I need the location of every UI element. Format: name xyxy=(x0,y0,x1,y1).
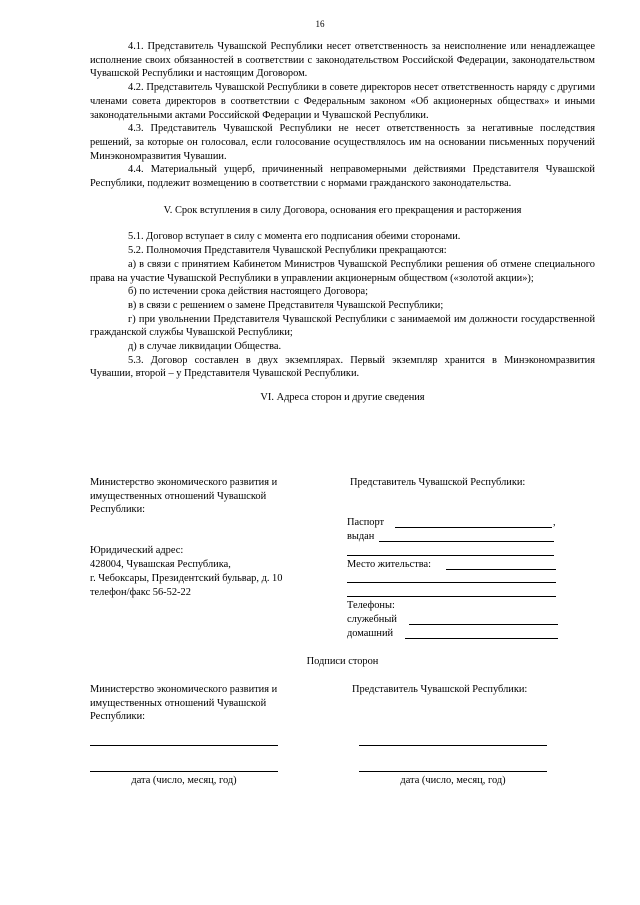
address-line-2: г. Чебоксары, Президентский бульвар, д. 10 xyxy=(90,573,283,584)
signature-ministry: Министерство экономического развития и имущественных отношений Чувашской Республики: xyxy=(90,684,278,723)
paragraph-4-2: 4.2. Представитель Чувашской Республики в совете директоров несет ответственность наряду с другими членами совета директоров в соответствии с Федеральным законом «Об акционерных обществах» и иными законодательными актами Российской Федерации и Чувашской Республики. xyxy=(90,82,595,121)
representative-date-caption: дата (число, месяц, год) xyxy=(400,775,506,786)
phones-label: Телефоны: xyxy=(347,600,395,611)
paragraph-4-1: 4.1. Представитель Чувашской Республики несет ответственность за неисполнение или ненадлежащее исполнение своих обязанностей в соответствии с законодательством Российской Федерации, законодательством Чувашской Республики и настоящим Договором. xyxy=(90,41,595,80)
issued-field-line-2[interactable] xyxy=(347,555,554,556)
home-phone-label: домашний xyxy=(347,628,394,639)
legal-address-label: Юридический адрес: xyxy=(90,545,184,556)
representative-signature-line[interactable] xyxy=(359,745,547,746)
paragraph-4-4: 4.4. Материальный ущерб, причиненный неправомерными действиями Представителя Чувашской Республики, подлежит возмещению в соответствии с нормами гражданского законодательства. xyxy=(90,164,595,190)
address-line-1: 428004, Чувашская Республика, xyxy=(90,559,231,570)
representative-title: Представитель Чувашской Республики: xyxy=(350,477,526,488)
passport-label: Паспорт xyxy=(347,517,385,528)
residence-field[interactable] xyxy=(446,569,556,570)
clause-5-2: 5.2. Полномочия Представителя Чувашской Республики прекращаются: xyxy=(128,245,447,257)
clause-5-2-v: в) в связи с решением о замене Представителя Чувашской Республики; xyxy=(128,299,444,311)
representative-date-line[interactable] xyxy=(359,771,547,772)
residence-label: Место жительства: xyxy=(347,559,432,570)
clause-5-2-g: г) при увольнении Представителя Чувашской Республики с занимаемой им должности государственной гражданской службы Чувашской Республики; xyxy=(90,313,595,339)
work-phone-field[interactable] xyxy=(409,624,558,625)
ministry-date-line[interactable] xyxy=(90,771,278,772)
address-phone: телефон/факс 56-52-22 xyxy=(90,587,191,598)
home-phone-field[interactable] xyxy=(405,638,558,639)
clause-5-1: 5.1. Договор вступает в силу с момента его подписания обеими сторонами. xyxy=(128,231,461,243)
contract-body xyxy=(90,40,595,405)
residence-field-line-3[interactable] xyxy=(347,596,556,597)
ministry-signature-line[interactable] xyxy=(90,745,278,746)
issued-field[interactable] xyxy=(379,541,554,542)
ministry-name: Министерство экономического развития и имущественных отношений Чувашской Республики: xyxy=(90,477,278,516)
residence-field-line-2[interactable] xyxy=(347,582,556,583)
ministry-date-caption: дата (число, месяц, год) xyxy=(131,775,237,786)
clause-5-2-b: б) по истечении срока действия настоящего Договора; xyxy=(128,286,369,298)
issued-label: выдан xyxy=(347,531,375,542)
page-number: 16 xyxy=(315,19,325,29)
work-phone-label: служебный xyxy=(347,614,397,625)
signature-representative: Представитель Чувашской Республики: xyxy=(352,684,528,695)
passport-field[interactable] xyxy=(395,527,552,528)
paragraph-4-3: 4.3. Представитель Чувашской Республики не несет ответственность за негативные последствия решений, за которые он голосовал, если голосование осуществлялось им на основании письменных поручений Минэкономразвития Чувашии. xyxy=(90,123,595,162)
section-5-title: V. Срок вступления в силу Договора, основания его прекращения и расторжения xyxy=(163,204,522,216)
clause-5-2-a: а) в связи с принятием Кабинетом Министров Чувашской Республики решения об отмене специального права на участие Чувашской Республики в управлении акционерным обществом («золотой акции»); xyxy=(90,258,595,284)
section-6-title: VI. Адреса сторон и другие сведения xyxy=(260,392,425,404)
signatures-title: Подписи сторон xyxy=(306,656,379,667)
clause-5-2-d: д) в случае ликвидации Общества. xyxy=(128,341,282,353)
clause-5-3: 5.3. Договор составлен в двух экземплярах. Первый экземпляр хранится в Минэкономразвития Чувашии, второй – у Представителя Чувашской Республики. xyxy=(90,354,595,380)
